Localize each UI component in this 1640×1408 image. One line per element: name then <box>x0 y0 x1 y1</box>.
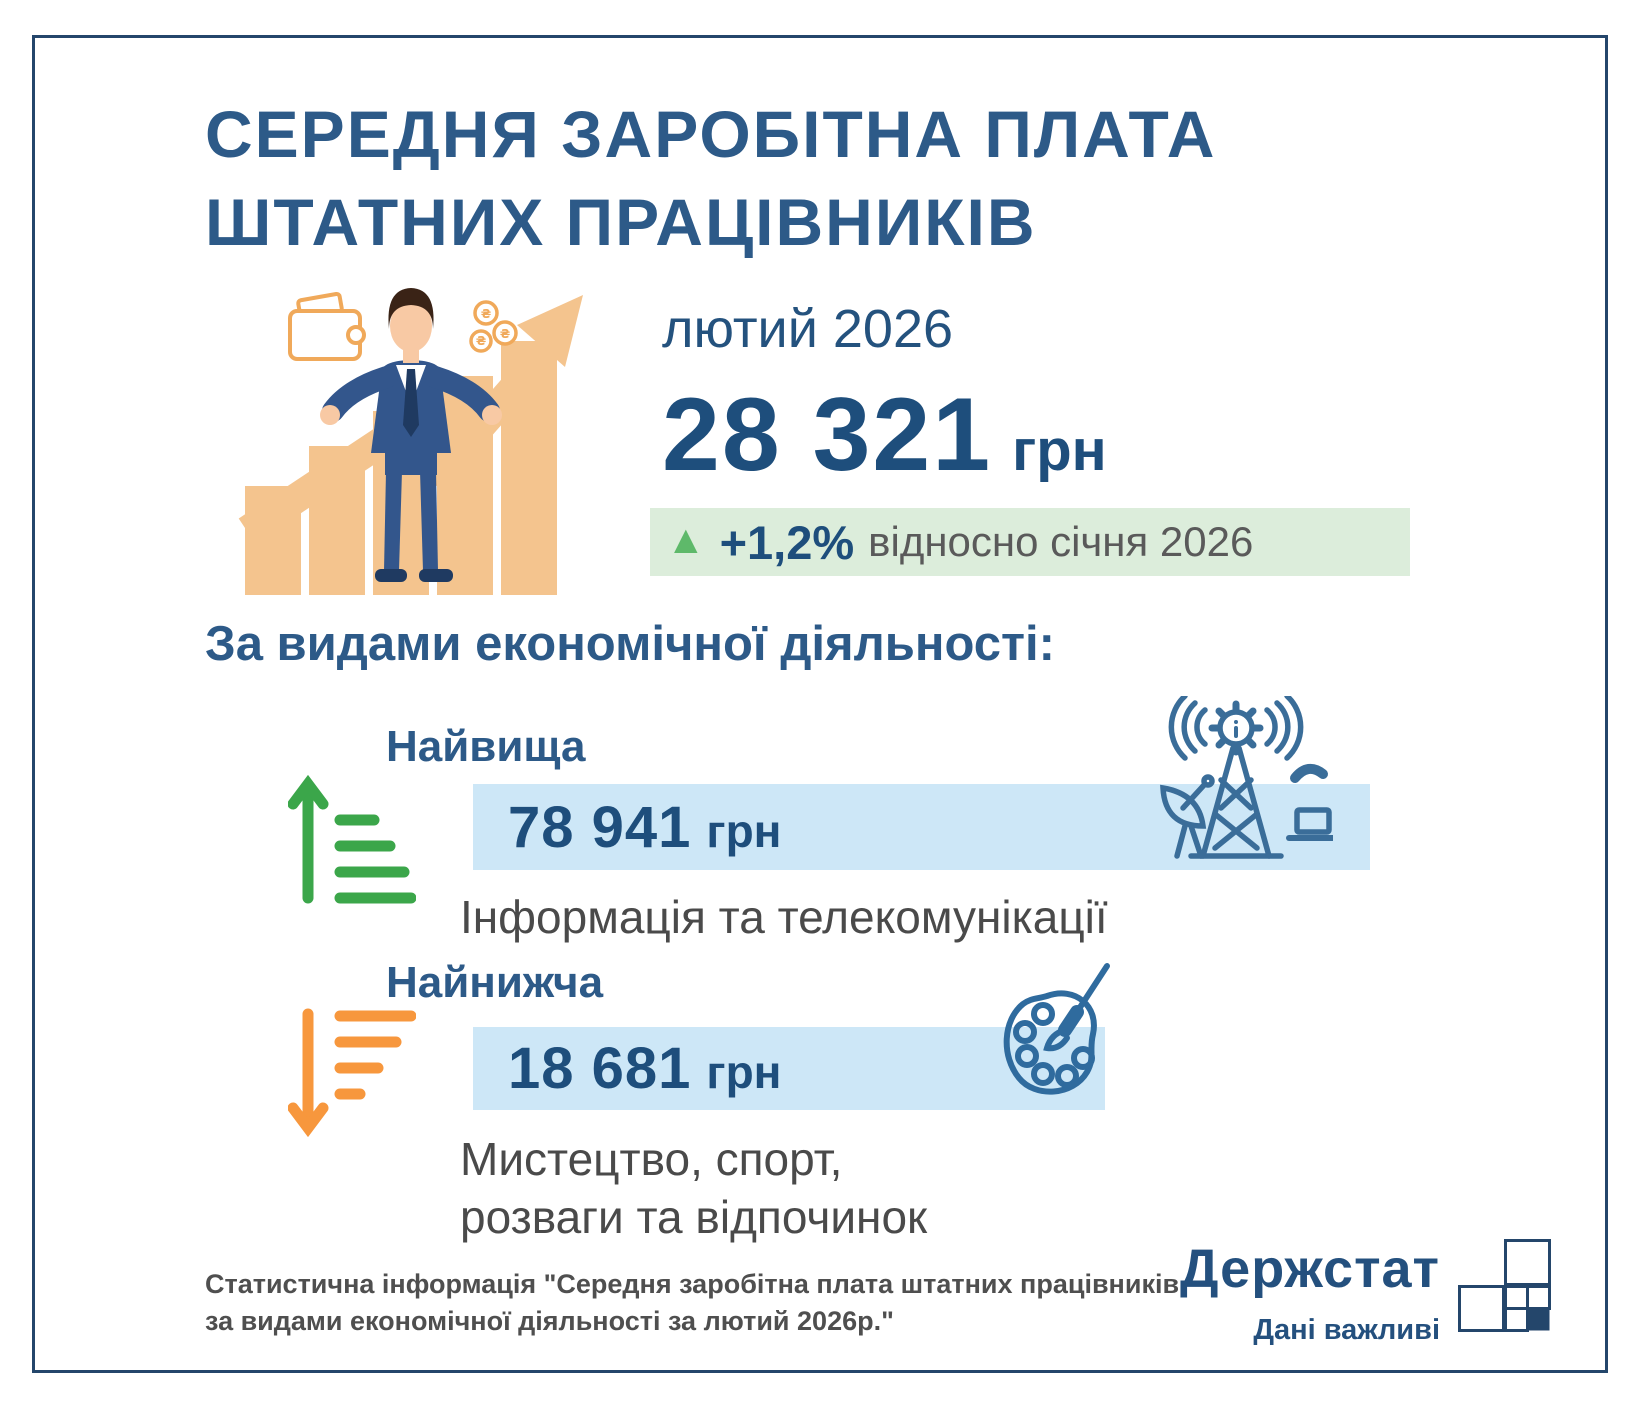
growth-illustration-svg <box>235 273 593 595</box>
up-triangle-icon: ▲ <box>666 518 706 562</box>
lowest-amount: 18 681 <box>508 1036 692 1101</box>
svg-text:₴: ₴ <box>480 307 492 321</box>
page-title-line1: СЕРЕДНЯ ЗАРОБІТНА ПЛАТА <box>205 97 1217 171</box>
highest-currency: грн <box>706 804 782 857</box>
communication-tower-icon <box>1155 696 1333 866</box>
lowest-category-line1: Мистецтво, спорт, <box>460 1133 843 1185</box>
lowest-category-line2: розваги та відпочинок <box>460 1191 928 1243</box>
svg-text:₴: ₴ <box>475 334 487 348</box>
headline-amount: 28 321 <box>662 377 993 493</box>
source-footnote <box>205 1266 1179 1340</box>
headline-period: лютий 2026 <box>662 299 954 359</box>
page-title-line2: ШТАТНИХ ПРАЦІВНИКІВ <box>205 185 1037 259</box>
page-title <box>205 90 1216 266</box>
businessman-with-wallet-coins-growth-chart <box>235 273 593 595</box>
highest-category: Інформація та телекомунікації <box>460 891 1108 943</box>
lowest-category <box>460 1130 927 1246</box>
change-comparison: відносно січня 2026 <box>868 518 1254 565</box>
derzhstat-logo <box>1180 1238 1440 1347</box>
headline-value <box>662 376 1107 495</box>
source-footnote-line1: Статистична інформація "Середня заробітна плата штатних працівників <box>205 1269 1180 1299</box>
source-footnote-line2: за видами економічної діяльності за лютий 2026р." <box>205 1306 894 1336</box>
lowest-label: Найнижча <box>386 958 604 1007</box>
section-heading: За видами економічної діяльності: <box>205 617 1055 671</box>
sort-ascending-up-arrow-icon <box>288 768 416 904</box>
logo-name: Держстат <box>1180 1239 1440 1299</box>
highest-label: Найвища <box>386 722 586 771</box>
headline-currency: грн <box>1012 418 1107 483</box>
highest-amount: 78 941 <box>508 794 692 860</box>
sort-descending-down-arrow-icon <box>288 1008 416 1144</box>
change-badge <box>650 508 1410 576</box>
paint-palette-icon <box>985 958 1120 1106</box>
change-percent: +1,2% <box>719 515 855 569</box>
svg-text:₴: ₴ <box>499 327 511 341</box>
derzhstat-logo-mark-icon <box>1458 1239 1551 1332</box>
logo-tagline: Дані важливі <box>1253 1314 1440 1346</box>
lowest-currency: грн <box>706 1046 782 1098</box>
